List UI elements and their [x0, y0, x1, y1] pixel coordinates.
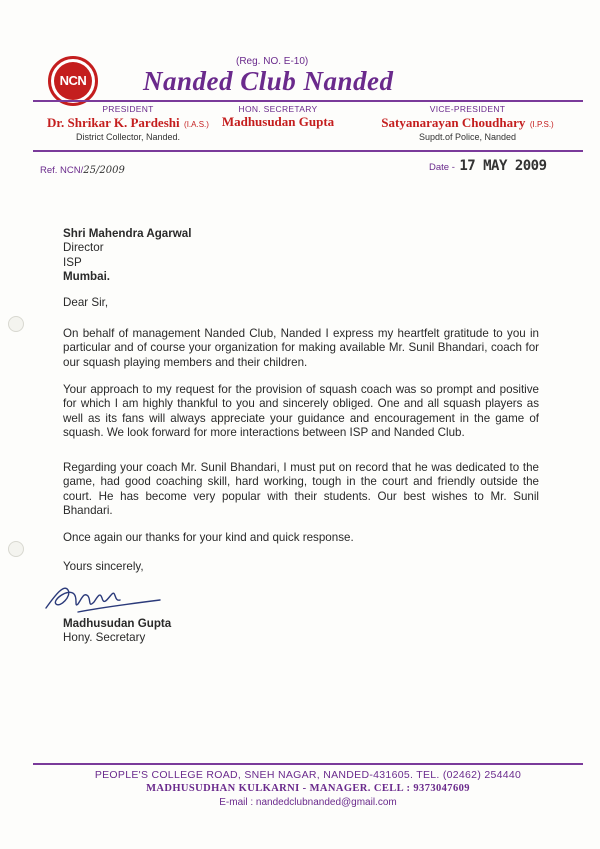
- secretary-name: Madhusudan Gupta: [221, 114, 335, 129]
- vice-president-role: VICE-PRESIDENT: [429, 104, 506, 114]
- date-stamp: 17 MAY 2009: [459, 158, 547, 174]
- paragraph-coach: Regarding your coach Mr. Sunil Bhandari, I must put on record that he was dedicated to the game, had good coaching skill, hard working, tough in the court and friendly outside the court. He has become very popular with their students. Our best wishes to Mr. Sunil Bhandari.: [63, 461, 539, 517]
- closing: Yours sincerely,: [63, 560, 144, 573]
- president-role: PRESIDENT: [102, 104, 154, 114]
- president-suffix: (I.A.S.): [184, 120, 209, 129]
- secretary-role: HON. SECRETARY: [238, 104, 318, 114]
- paragraph-approach: Your approach to my request for the provision of squash coach was so prompt and positive for which I am highly thankful to you and sincerely obliged. One and all squash players as well as its fans will always appreciate your guidance and encouragement in the game of squash. We look forward for more interactions between ISP and Nanded Club.: [63, 383, 539, 439]
- paragraph-gratitude: On behalf of management Nanded Club, Nanded I express my heartfelt gratitude to you in particular and of course your organization for making available Mr. Sunil Bhandari, coach for our squash playing members and their children.: [63, 327, 539, 369]
- vice-president-name: Satyanarayan Choudhary: [381, 115, 526, 130]
- date-label: Date -: [429, 162, 455, 173]
- recipient-title: Director: [63, 241, 104, 255]
- footer-address: PEOPLE'S COLLEGE ROAD, SNEH NAGAR, NANDED-431605. TEL. (02462) 254440: [94, 769, 522, 781]
- reference-label: Ref. NCN/: [40, 165, 84, 176]
- footer-rule: [33, 763, 583, 765]
- date-line: [429, 157, 547, 175]
- recipient-city: Mumbai.: [63, 269, 111, 283]
- signature-image: [38, 578, 168, 618]
- salutation: Dear Sir,: [63, 296, 109, 309]
- header-top-rule: [33, 100, 583, 102]
- header-bottom-rule: [33, 150, 583, 152]
- club-name-heading: Nanded Club Nanded: [143, 66, 394, 96]
- paragraph-thanks: Once again our thanks for your kind and quick response.: [63, 531, 354, 544]
- vice-president-suffix: (I.P.S.): [529, 120, 554, 129]
- registration-number: (Reg. NO. E-10): [236, 56, 309, 67]
- recipient-block: [63, 227, 191, 284]
- recipient-org: ISP: [63, 255, 82, 269]
- reference-number: 25/2009: [83, 165, 125, 176]
- vice-president-detail: Supdt.of Police, Nanded: [418, 132, 517, 142]
- punch-hole-bottom: [8, 541, 24, 557]
- footer-email: E-mail : nandedclubnanded@gmail.com: [219, 797, 397, 808]
- president-name: Dr. Shrikar K. Pardeshi: [47, 115, 180, 130]
- club-logo: [48, 56, 98, 106]
- footer-manager: MADHUSUDHAN KULKARNI - MANAGER. CELL : 9373047609: [146, 783, 470, 794]
- signer-title: Hony. Secretary: [63, 631, 146, 644]
- president-block: [33, 104, 223, 142]
- punch-hole-top: [8, 316, 24, 332]
- signer-name: Madhusudan Gupta: [63, 617, 172, 630]
- president-detail: District Collector, Nanded.: [75, 132, 181, 142]
- recipient-name: Shri Mahendra Agarwal: [63, 227, 192, 240]
- vice-president-block: [355, 104, 580, 142]
- reference-line: [40, 160, 125, 178]
- secretary-block: [214, 104, 342, 130]
- club-logo-text: NCN: [54, 62, 92, 100]
